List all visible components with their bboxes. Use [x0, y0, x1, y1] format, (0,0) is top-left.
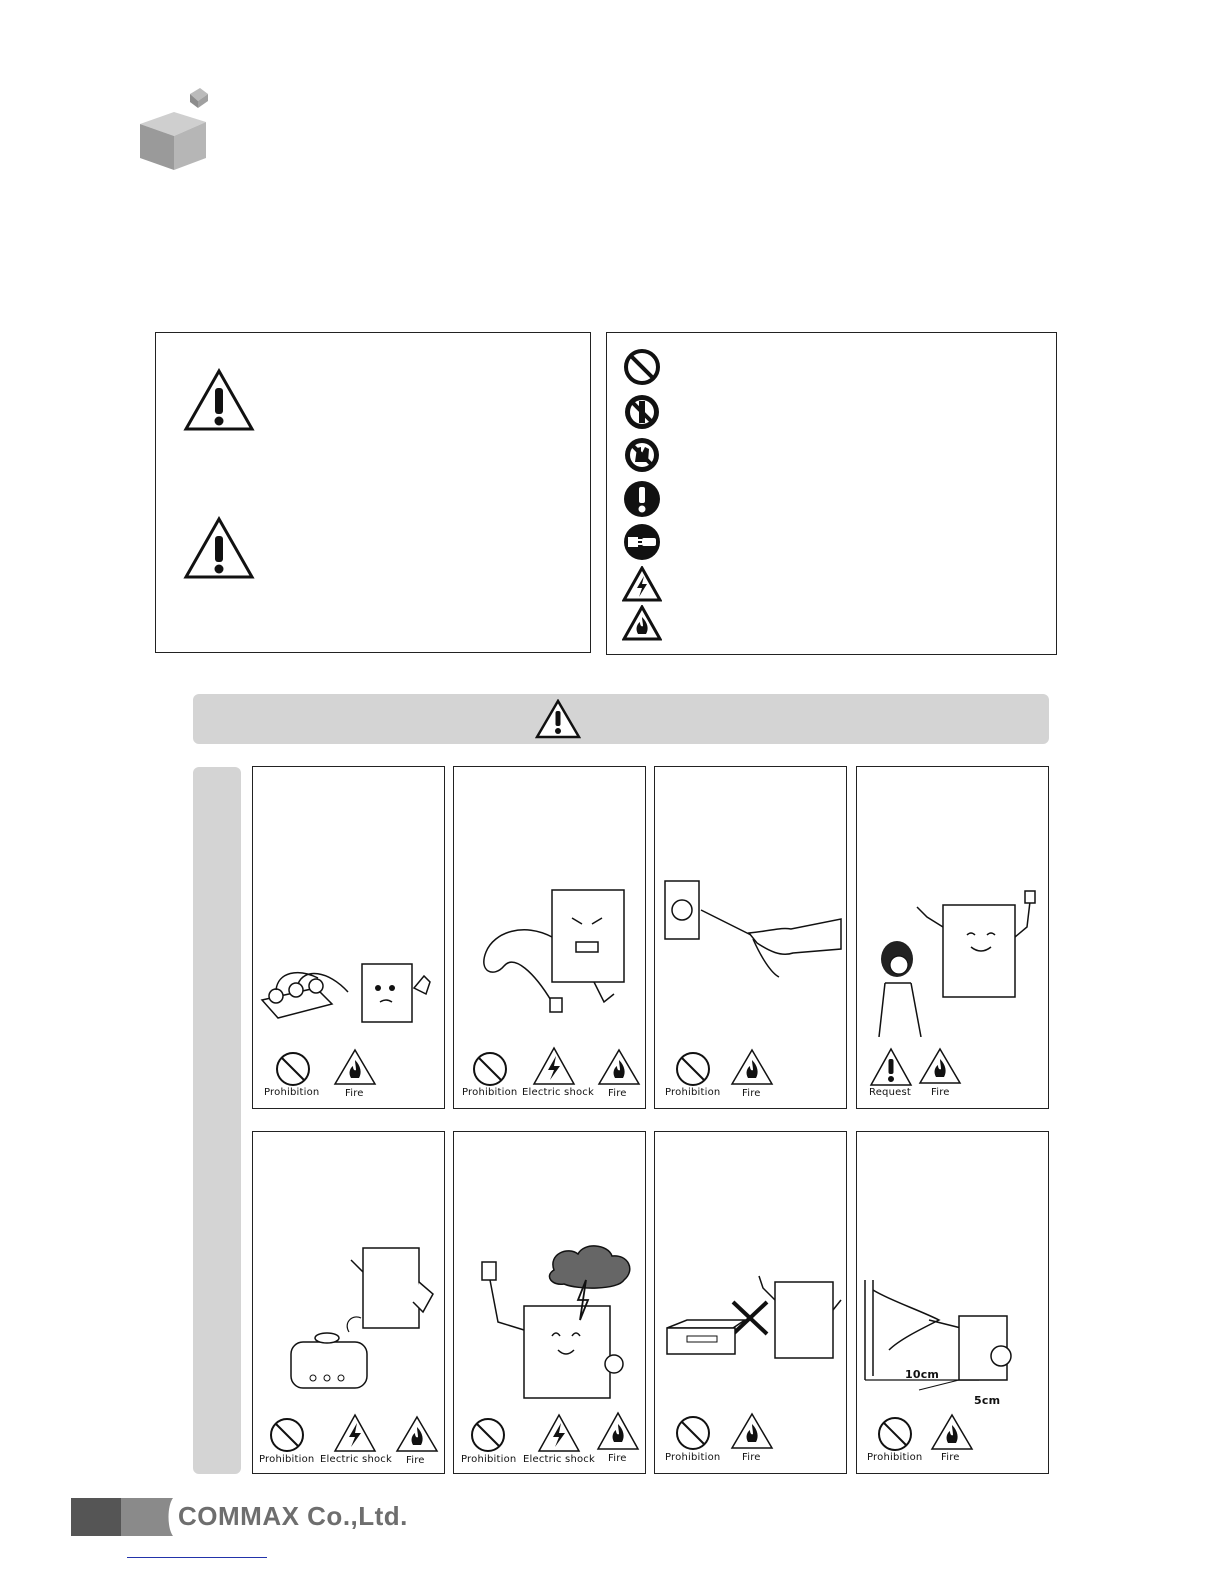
warning-banner: [193, 694, 1049, 744]
measure-10cm: 10cm: [905, 1368, 940, 1381]
unplug-cord-illustration: [661, 877, 845, 987]
illustration-panel-2: [453, 766, 646, 1109]
illustration-panel-8: [856, 1131, 1049, 1474]
fire-warning-icon: [930, 1413, 974, 1451]
fire-warning-icon: [333, 1048, 377, 1086]
label-prohibition: Prohibition: [665, 1087, 721, 1098]
electric-shock-warning-icon: [622, 566, 662, 602]
fire-warning-icon: [597, 1048, 641, 1086]
measure-5cm: 5cm: [974, 1394, 1001, 1407]
label-fire: Fire: [941, 1452, 960, 1463]
label-prohibition: Prohibition: [259, 1454, 315, 1465]
electric-shock-warning-icon: [333, 1413, 377, 1453]
banner-warning-icon: [535, 699, 581, 739]
illustration-panel-1: [252, 766, 445, 1109]
footer-underline: [127, 1557, 267, 1558]
warning-caution-box: [155, 332, 591, 653]
prohibition-icon: [622, 347, 662, 387]
unplug-icon: [622, 522, 662, 562]
warning-triangle-icon: [183, 368, 255, 432]
caution-triangle-icon: [183, 516, 255, 580]
label-electric-shock: Electric shock: [523, 1454, 595, 1465]
prohibition-icon: [267, 1415, 307, 1455]
prohibition-icon: [673, 1049, 713, 1089]
lightning-storm-illustration: [468, 1240, 638, 1402]
fire-warning-icon: [730, 1048, 774, 1086]
power-strip-illustration: [258, 952, 441, 1032]
no-disassembly-icon: [622, 392, 662, 432]
label-request: Request: [869, 1087, 912, 1098]
symbol-legend-box: [606, 332, 1057, 655]
pulled-cord-illustration: [474, 882, 639, 1022]
fire-warning-icon: [730, 1412, 774, 1450]
fire-warning-icon: [918, 1047, 962, 1085]
label-fire: Fire: [608, 1453, 627, 1464]
label-prohibition: Prohibition: [264, 1087, 320, 1098]
label-prohibition: Prohibition: [462, 1087, 518, 1098]
electric-shock-warning-icon: [532, 1046, 576, 1086]
label-electric-shock: Electric shock: [522, 1087, 594, 1098]
prohibition-icon: [273, 1049, 313, 1089]
label-prohibition: Prohibition: [665, 1452, 721, 1463]
illustration-panel-4: [856, 766, 1049, 1109]
clearance-illustration: [859, 1280, 1047, 1400]
prohibition-icon: [875, 1414, 915, 1454]
label-prohibition: Prohibition: [461, 1454, 517, 1465]
request-service-illustration: [871, 887, 1041, 1037]
label-fire: Fire: [608, 1088, 627, 1099]
footer-bar-mid: [121, 1498, 165, 1536]
prohibition-icon: [673, 1413, 713, 1453]
fire-warning-icon: [622, 605, 662, 641]
label-fire: Fire: [742, 1452, 761, 1463]
fire-warning-icon: [395, 1415, 439, 1453]
sidebar-strip: [193, 767, 241, 1474]
prohibition-icon: [470, 1049, 510, 1089]
no-touch-wet-hands-icon: [622, 435, 662, 475]
fire-warning-icon: [596, 1411, 640, 1451]
heat-source-illustration: [663, 1270, 845, 1370]
footer-bar-dark: [71, 1498, 121, 1536]
mandatory-request-icon: [869, 1047, 913, 1087]
label-electric-shock: Electric shock: [320, 1454, 392, 1465]
humidifier-illustration: [283, 1242, 443, 1392]
label-fire: Fire: [345, 1088, 364, 1099]
company-name: COMMAX Co.,Ltd.: [178, 1501, 408, 1531]
cube-logo-icon: [130, 84, 220, 176]
label-fire: Fire: [406, 1455, 425, 1466]
label-prohibition: Prohibition: [867, 1452, 923, 1463]
prohibition-icon: [468, 1415, 508, 1455]
label-fire: Fire: [742, 1088, 761, 1099]
label-fire: Fire: [931, 1087, 950, 1098]
mandatory-icon: [622, 479, 662, 519]
illustration-panel-6: [453, 1131, 646, 1474]
illustration-panel-3: [654, 766, 847, 1109]
illustration-panel-7: [654, 1131, 847, 1474]
electric-shock-warning-icon: [537, 1413, 581, 1453]
illustration-panel-5: [252, 1131, 445, 1474]
